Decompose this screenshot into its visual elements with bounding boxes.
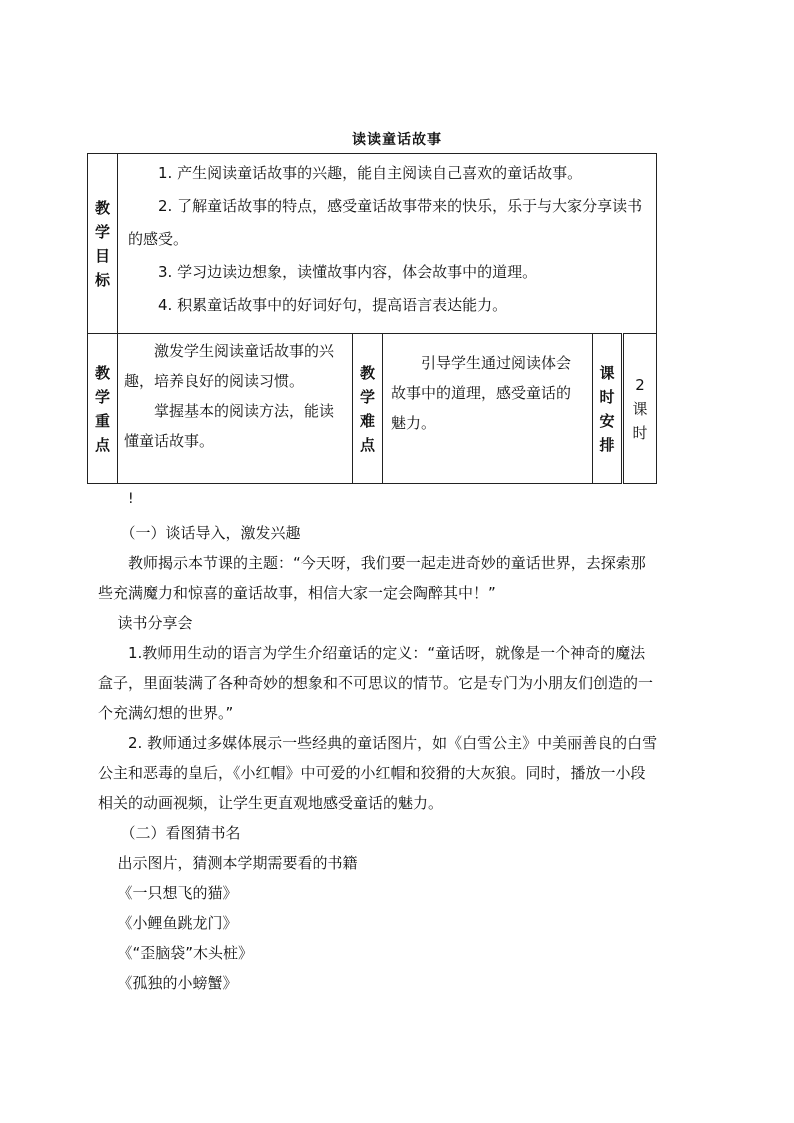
difficulty-header: 教 学 难 点: [353, 334, 383, 484]
difficulty-cell: [383, 334, 593, 484]
book-title: 《小鲤鱼跳龙门》: [117, 914, 238, 932]
key-point-item: 掌握基本的阅读方法，能读懂童话故事。: [124, 402, 335, 450]
goals-cell: [118, 154, 657, 334]
goal-item: 2. 了解童话故事的特点，感受童话故事带来的快乐，乐于与大家分享读书的感受。: [128, 197, 643, 248]
goal-item: 1. 产生阅读童话故事的兴趣，能自主阅读自己喜欢的童话故事。: [158, 164, 583, 182]
section-heading: （一）谈话导入，激发兴趣: [120, 524, 301, 542]
key-point-item: 激发学生阅读童话故事的兴趣，培养良好的阅读习惯。: [124, 342, 335, 390]
stray-mark: !: [128, 491, 134, 507]
schedule-header: 课 时 安 排: [593, 334, 623, 484]
paragraph: 出示图片，猜测本学期需要看的书籍: [117, 854, 358, 872]
subheading: 读书分享会: [117, 614, 193, 632]
key-row: [88, 334, 657, 484]
lesson-body: [98, 518, 658, 998]
book-title: 《一只想飞的猫》: [117, 884, 238, 902]
paragraph: 教师揭示本节课的主题：“今天呀，我们要一起走进奇妙的童话世界，去探索那些充满魔力和惊喜的童话故事，相信大家一定会陶醉其中！”: [98, 554, 646, 602]
section-heading: （二）看图猜书名: [120, 824, 241, 842]
hours-cell: 2 课 时: [623, 334, 657, 484]
goal-item: 3. 学习边读边想象，读懂故事内容，体会故事中的道理。: [158, 263, 538, 281]
goals-header: 教 学 目 标: [88, 154, 118, 334]
book-title: 《孤独的小螃蟹》: [117, 974, 238, 992]
lesson-plan-table: [87, 153, 657, 484]
difficulty-text: 引导学生通过阅读体会故事中的道理，感受童话的魅力。: [391, 354, 572, 432]
book-title: 《“歪脑袋”木头桩》: [117, 944, 254, 962]
paragraph: 2. 教师通过多媒体展示一些经典的童话图片，如《白雪公主》中美丽善良的白雪公主和恶毒的皇后，《小红帽》中可爱的小红帽和狡猾的大灰狼。同时，播放一小段相关的动画视频，让学生更直观地感受童话的魅力。: [98, 734, 658, 812]
document-title: 读读童话故事: [352, 132, 442, 148]
goals-row: [88, 154, 657, 334]
key-points-header: 教 学 重 点: [88, 334, 118, 484]
goal-item: 4. 积累童话故事中的好词好句，提高语言表达能力。: [158, 296, 508, 314]
paragraph: 1.教师用生动的语言为学生介绍童话的定义：“童话呀，就像是一个神奇的魔法盒子，里面装满了各种奇妙的想象和不可思议的情节。它是专门为小朋友们创造的一个充满幻想的世界。”: [98, 644, 654, 722]
key-points-cell: [118, 334, 353, 484]
